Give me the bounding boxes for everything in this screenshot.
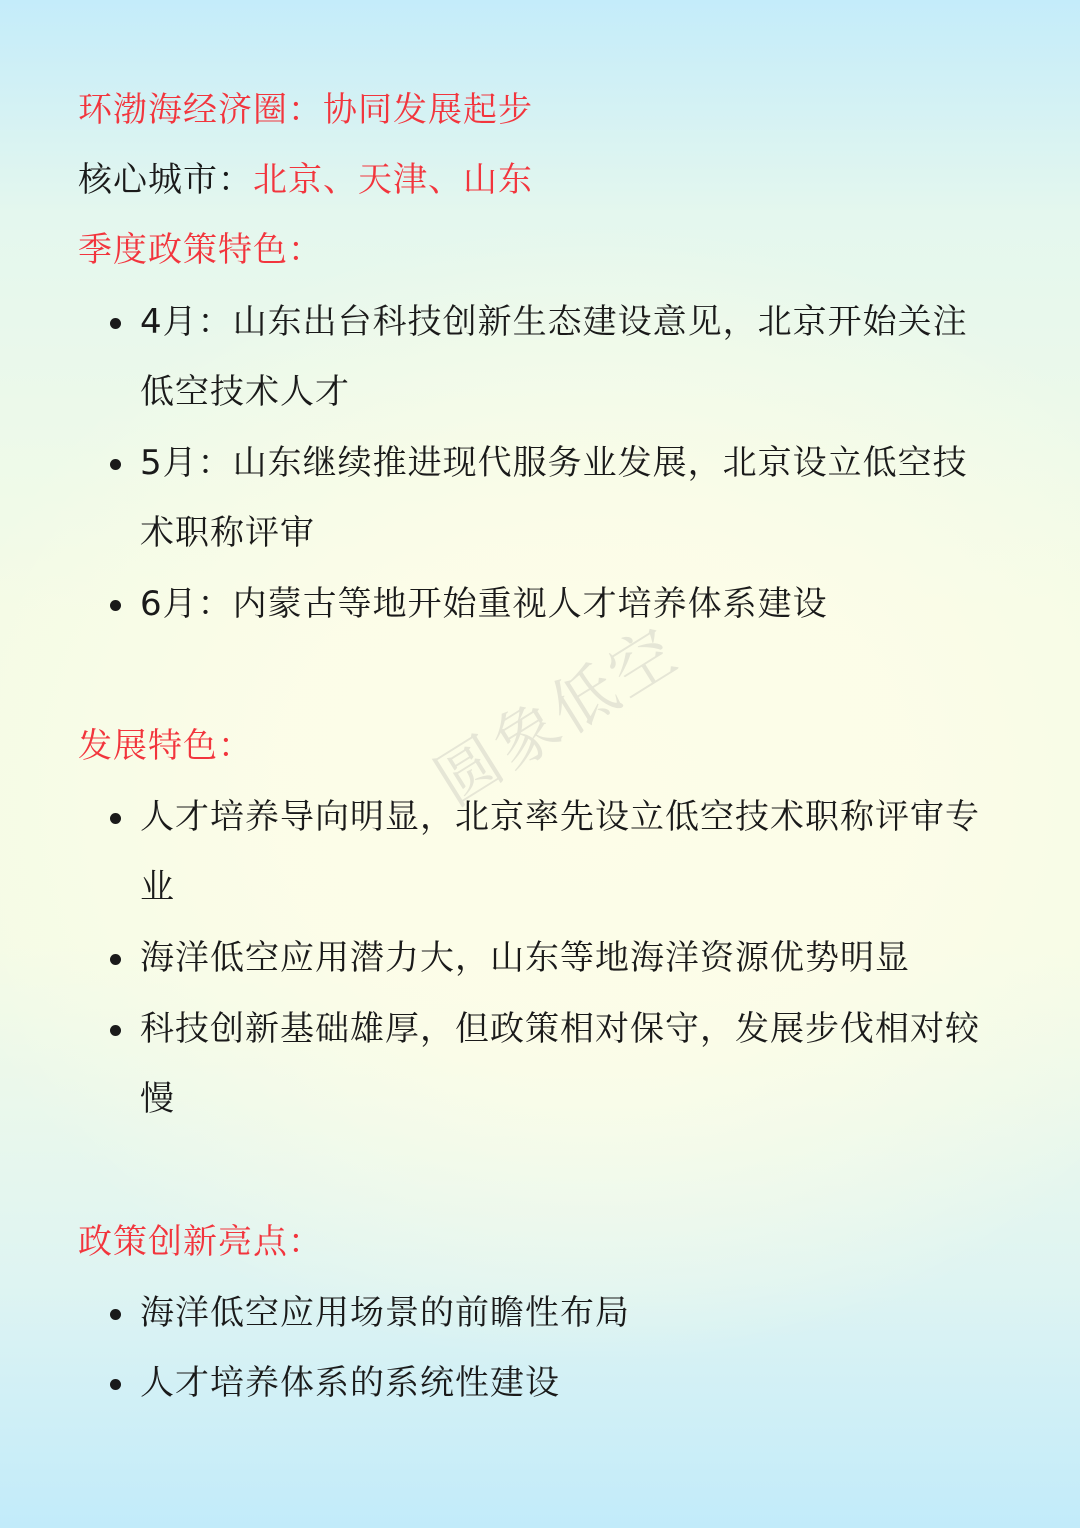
development-item-tech: 科技创新基础雄厚，但政策相对保守，发展步伐相对较 (140, 1009, 980, 1049)
bullet-icon (110, 318, 121, 329)
bullet-icon (110, 1309, 121, 1320)
innovation-item-talent: 人才培养体系的系统性建设 (140, 1363, 560, 1403)
quarterly-item-june: 6月：内蒙古等地开始重视人才培养体系建设 (140, 584, 828, 624)
development-item-tech-cont: 慢 (140, 1079, 175, 1119)
section-title: 环渤海经济圈：协同发展起步 (78, 90, 533, 130)
bullet-icon (110, 600, 121, 611)
quarterly-item-april-cont: 低空技术人才 (140, 372, 350, 412)
quarterly-item-may: 5月：山东继续推进现代服务业发展，北京设立低空技 (140, 443, 968, 483)
innovation-heading: 政策创新亮点： (78, 1222, 323, 1262)
bullet-icon (110, 459, 121, 470)
innovation-item-ocean: 海洋低空应用场景的前瞻性布局 (140, 1293, 630, 1333)
bullet-icon (110, 954, 121, 965)
quarterly-heading: 季度政策特色： (78, 230, 323, 270)
development-heading: 发展特色： (78, 726, 253, 766)
development-item-talent-cont: 业 (140, 867, 175, 907)
watermark: 圆象低空 (422, 613, 693, 821)
core-cities-label: 核心城市： (78, 160, 253, 200)
development-item-ocean: 海洋低空应用潜力大，山东等地海洋资源优势明显 (140, 938, 910, 978)
development-item-talent: 人才培养导向明显，北京率先设立低空技术职称评审专 (140, 797, 980, 837)
quarterly-item-april: 4月：山东出台科技创新生态建设意见，北京开始关注 (140, 302, 968, 342)
bullet-icon (110, 813, 121, 824)
core-cities-row (78, 155, 533, 205)
quarterly-item-may-cont: 术职称评审 (140, 513, 315, 553)
core-cities-value: 北京、天津、山东 (253, 160, 533, 200)
bullet-icon (110, 1025, 121, 1036)
bullet-icon (110, 1379, 121, 1390)
